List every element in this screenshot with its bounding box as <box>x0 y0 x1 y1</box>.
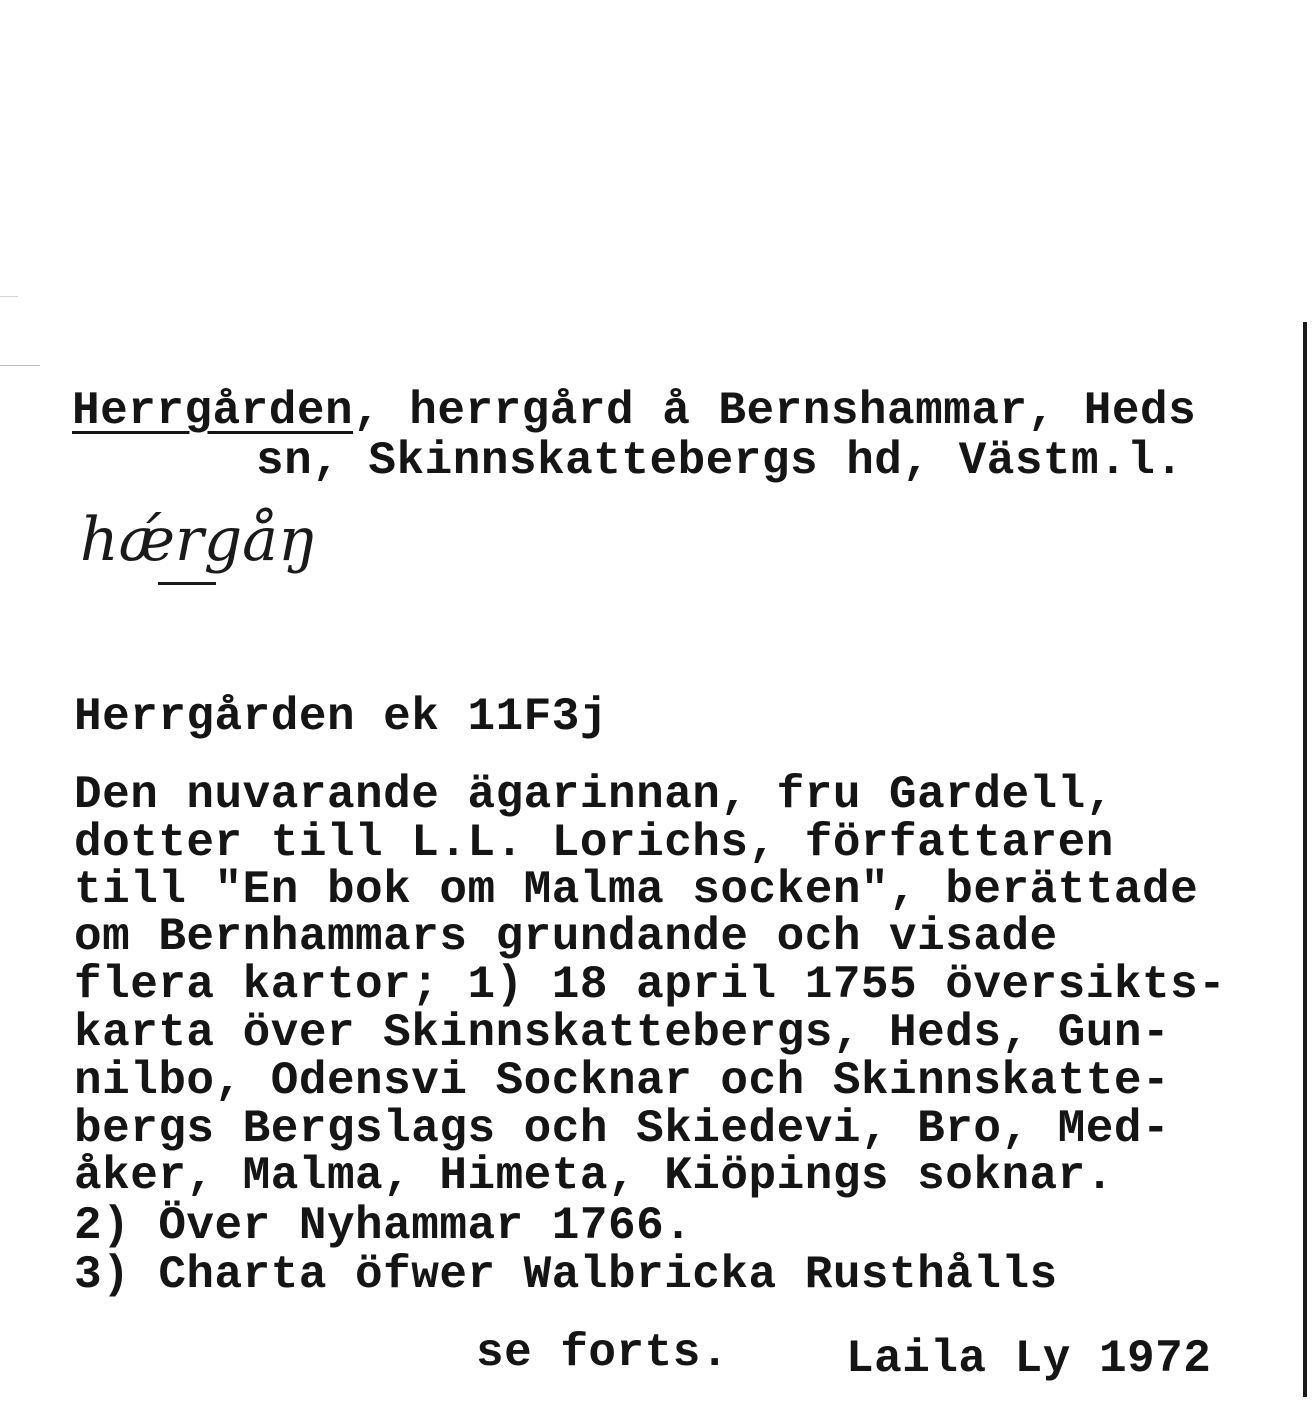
body-line: Den nuvarande ägarinnan, fru Gardell, <box>74 769 1114 821</box>
body-line: om Bernhammars grundande och visade <box>74 911 1058 963</box>
body-line: flera kartor; 1) 18 april 1755 översikts- <box>74 959 1227 1011</box>
map-reference: Herrgården ek 11F3j <box>74 691 608 743</box>
body-line: 3) Charta öfwer Walbricka Rusthålls <box>74 1249 1058 1301</box>
pronunciation-underline <box>158 582 216 585</box>
heading-line-2: sn, Skinnskattebergs hd, Västm.l. <box>256 435 1184 487</box>
body-line: dotter till L.L. Lorichs, författaren <box>74 817 1114 869</box>
body-line: karta över Skinnskattebergs, Heds, Gun- <box>74 1007 1171 1059</box>
body-line: nilbo, Odensvi Socknar och Skinnskatte- <box>74 1055 1171 1107</box>
signature: Laila Ly 1972 <box>846 1333 1212 1385</box>
heading-line-1 <box>72 385 1197 437</box>
heading-line-1-rest: , herrgård å Bernshammar, Heds <box>353 385 1197 437</box>
continued-note: se forts. <box>476 1327 729 1379</box>
pronunciation-handwritten: hǽrgåŋ <box>80 505 317 575</box>
card-edge-mark <box>0 296 18 297</box>
body-line: bergs Bergslags och Skiedevi, Bro, Med- <box>74 1103 1171 1155</box>
headword: Herrgården <box>72 385 354 437</box>
body-line: till "En bok om Malma socken", berättade <box>74 864 1199 916</box>
card-edge-mark <box>0 365 40 366</box>
body-line: åker, Malma, Himeta, Kiöpings soknar. <box>74 1150 1114 1202</box>
body-line: 2) Över Nyhammar 1766. <box>74 1200 693 1252</box>
card-right-edge <box>1303 322 1307 1397</box>
